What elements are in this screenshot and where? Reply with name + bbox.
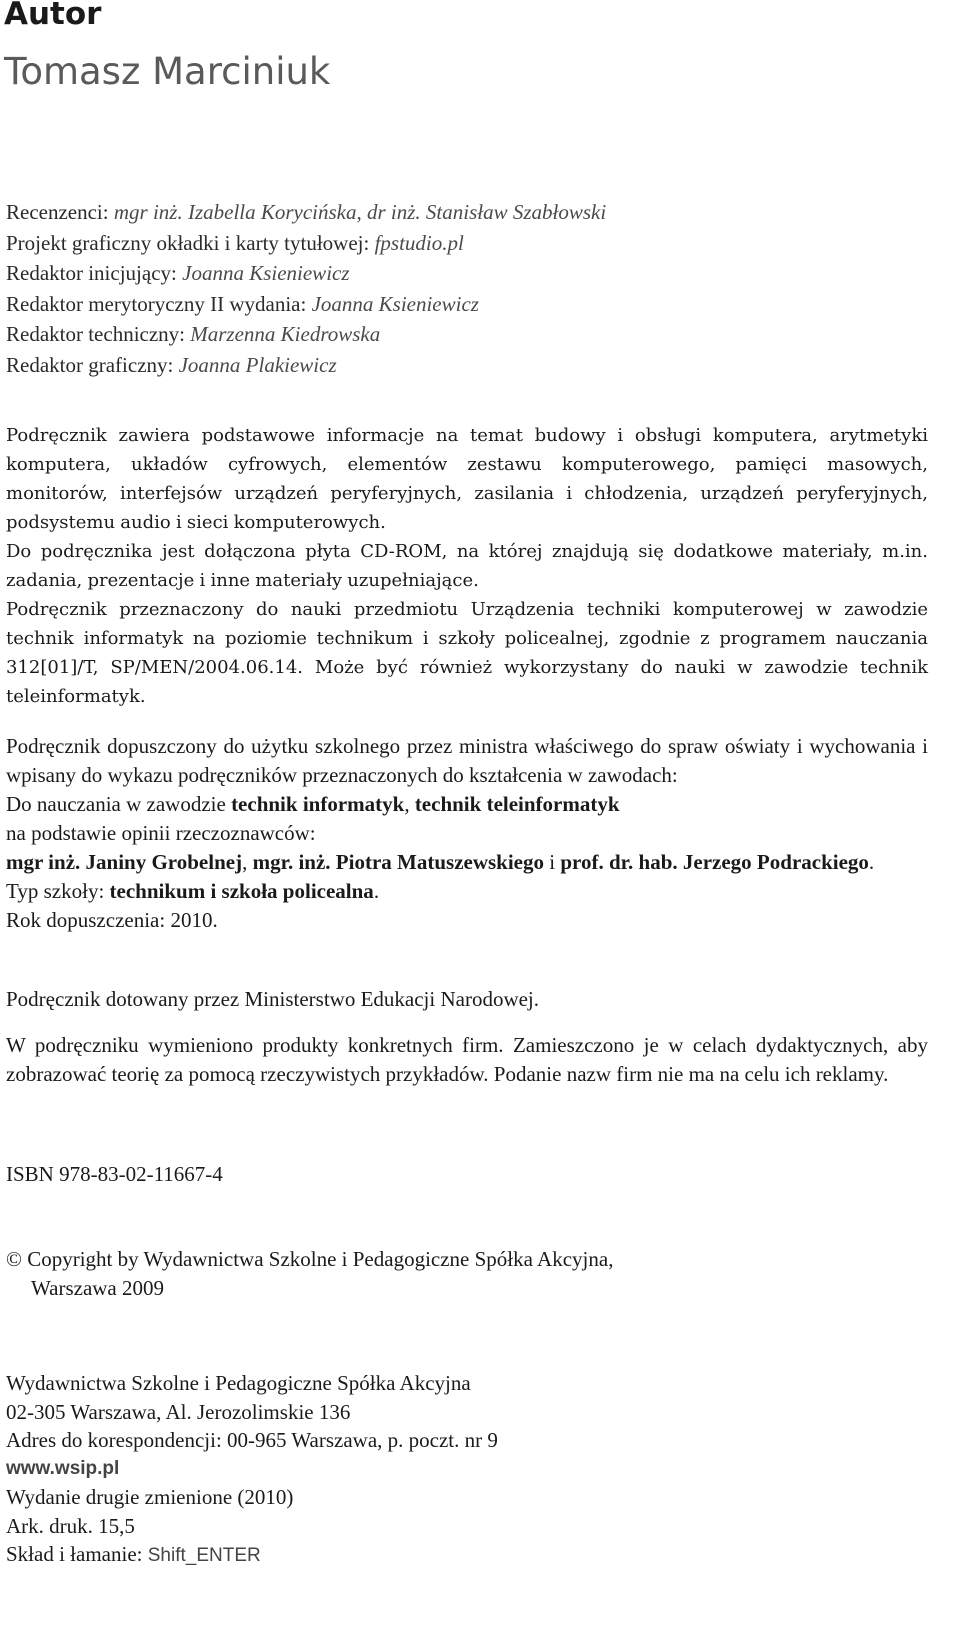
dotation-note: Podręcznik dotowany przez Ministerstwo Edukacji Narodowej. — [6, 987, 540, 1011]
isbn: ISBN 978-83-02-11667-4 — [6, 1162, 223, 1186]
copyright-notice — [6, 1245, 928, 1303]
approval-year: Rok dopuszczenia: 2010. — [6, 908, 218, 932]
approval-school-type: Typ szkoły: technikum i szkoła policealna. — [6, 879, 380, 903]
publisher-info — [6, 1369, 928, 1571]
credit-cover-design: Projekt graficzny okładki i karty tytułowej: fpstudio.pl — [6, 230, 464, 255]
approval-intro: Podręcznik dopuszczony do użytku szkolnego przez ministra właściwego do spraw oświaty i wychowania i wpisany do wykazu podręczników przeznaczonych do kształcenia w zawodach: — [6, 734, 928, 787]
publisher-correspondence: Adres do korespondencji: 00-965 Warszawa, p. poczt. nr 9 — [6, 1428, 498, 1452]
typesetting-credit: Skład i łamanie: Shift_ENTER — [6, 1542, 261, 1566]
description-paragraph: Do podręcznika jest dołączona płyta CD-ROM, na której znajdują się dodatkowe materiały, m.in. zadania, prezentacje i inne materiały uzupełniające. — [6, 541, 928, 591]
publisher-name: Wydawnictwa Szkolne i Pedagogiczne Spółka Akcyjna — [6, 1371, 471, 1395]
description-paragraph: Podręcznik zawiera podstawowe informacje na temat budowy i obsługi komputera, arytmetyki komputera, układów cyfrowych, elementów zestawu komputerowego, pamięci masowych, monitorów, interfejsów urządzeń peryferyjnych, zasilania i chłodzenia, urządzeń peryferyjnych, podsystemu audio i sieci komputerowych. — [6, 425, 928, 533]
author-label: Autor — [4, 0, 102, 32]
approval-opinion-label: na podstawie opinii rzeczoznawców: — [6, 821, 316, 845]
approval-professions: Do nauczania w zawodzie technik informatyk, technik teleinformatyk — [6, 792, 620, 816]
copyright-line: © Copyright by Wydawnictwa Szkolne i Pedagogiczne Spółka Akcyjna, — [6, 1247, 614, 1271]
edition-info: Wydanie drugie zmienione (2010) — [6, 1485, 294, 1509]
printing-sheets: Ark. druk. 15,5 — [6, 1513, 135, 1538]
approval-section — [6, 732, 928, 935]
firms-note: W podręczniku wymieniono produkty konkretnych firm. Zamieszczono je w celach dydaktycznych, aby zobrazować teorię za pomocą rzeczywistych przykładów. Podanie nazw firm nie ma na celu ich reklamy. — [6, 1033, 928, 1086]
credit-graphic-editor: Redaktor graficzny: Joanna Plakiewicz — [6, 352, 337, 377]
copyright-year: Warszawa 2009 — [31, 1276, 165, 1300]
credit-content-editor: Redaktor merytoryczny II wydania: Joanna Ksieniewicz — [6, 291, 479, 316]
publisher-website-link[interactable]: www.wsip.pl — [6, 1457, 120, 1479]
credit-initiating-editor: Redaktor inicjujący: Joanna Ksieniewicz — [6, 261, 350, 285]
description-paragraph: Podręcznik przeznaczony do nauki przedmiotu Urządzenia techniki komputerowej w zawodzie technik informatyk na poziomie technikum i szkoły policealnej, zgodnie z programem nauczania 312[01]/T, SP/MEN/2004.06.14. Może być również wykorzystany do nauki w zawodzie technik teleinformatyk. — [6, 599, 928, 707]
typesetting-company: Shift_ENTER — [147, 1545, 261, 1566]
author-name: Tomasz Marciniuk — [4, 50, 331, 93]
book-description — [6, 421, 928, 711]
credits-list — [6, 197, 928, 380]
credit-reviewers: Recenzenci: mgr inż. Izabella Korycińska, dr inż. Stanisław Szabłowski — [6, 200, 607, 224]
approval-reviewers: mgr inż. Janiny Grobelnej, mgr. inż. Piotra Matuszewskiego i prof. dr. hab. Jerzego Podrackiego. — [6, 850, 875, 874]
credit-technical-editor: Redaktor techniczny: Marzenna Kiedrowska — [6, 322, 381, 346]
publisher-address: 02-305 Warszawa, Al. Jerozolimskie 136 — [6, 1399, 351, 1424]
